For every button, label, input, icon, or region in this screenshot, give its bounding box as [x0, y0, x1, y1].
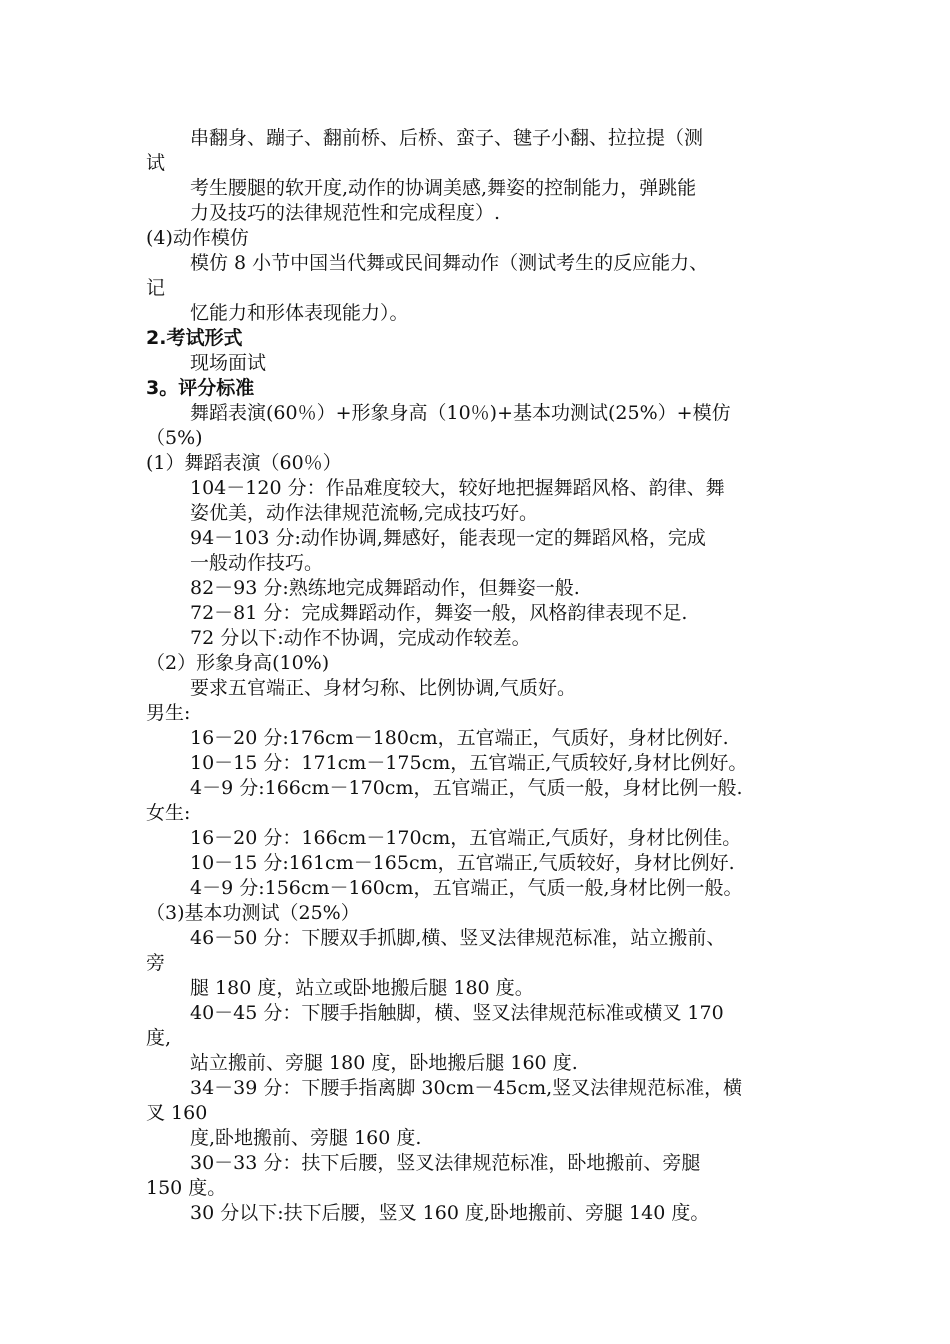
text-line: 度,: [146, 1027, 172, 1049]
text-line: 30－33 分：扶下后腰，竖叉法律规范标准，卧地搬前、旁腿: [190, 1152, 701, 1174]
text-line: 记: [146, 277, 166, 299]
text-line: 姿优美，动作法律规范流畅,完成技巧好。: [190, 502, 539, 524]
section-heading: 2.考试形式: [146, 327, 243, 349]
text-line: 104－120 分：作品难度较大，较好地把握舞蹈风格、韵律、舞: [190, 477, 725, 499]
text-line: 10－15 分：171cm－175cm，五官端正,气质较好,身材比例好。: [190, 752, 748, 774]
text-line: 4－9 分:166cm－170cm，五官端正，气质一般，身材比例一般.: [190, 777, 743, 799]
subsection-heading: (1）舞蹈表演（60％）: [146, 452, 342, 474]
text-line: 舞蹈表演(60％）+形象身高（10％)+基本功测试(25%）+模仿: [190, 402, 731, 424]
section-heading: 3。评分标准: [146, 377, 255, 399]
text-line: 站立搬前、旁腿 180 度，卧地搬后腿 160 度.: [190, 1052, 578, 1074]
text-line: 82－93 分:熟练地完成舞蹈动作，但舞姿一般.: [190, 577, 580, 599]
text-line: 串翻身、蹦子、翻前桥、后桥、蛮子、毽子小翻、拉拉提（测: [190, 127, 704, 149]
text-line: 女生:: [146, 802, 191, 824]
text-line: 16－20 分:176cm－180cm，五官端正，气质好，身材比例好.: [190, 727, 729, 749]
section-heading: (4)动作模仿: [146, 227, 249, 249]
text-line: 男生:: [146, 702, 191, 724]
text-line: 150 度。: [146, 1177, 227, 1199]
text-line: 腿 180 度，站立或卧地搬后腿 180 度。: [190, 977, 534, 999]
text-line: 72－81 分：完成舞蹈动作，舞姿一般，风格韵律表现不足.: [190, 602, 688, 624]
text-line: 72 分以下:动作不协调，完成动作较差。: [190, 627, 531, 649]
text-line: 旁: [146, 952, 166, 974]
text-line: 16－20 分：166cm－170cm，五官端正,气质好，身材比例佳。: [190, 827, 742, 849]
text-line: 度,卧地搬前、旁腿 160 度.: [190, 1127, 422, 1149]
subsection-heading: （3)基本功测试（25%）: [146, 902, 360, 924]
text-line: 一般动作技巧。: [190, 552, 324, 574]
text-line: 叉 160: [146, 1102, 208, 1124]
text-line: （5%): [146, 427, 203, 449]
text-line: 94－103 分:动作协调,舞感好，能表现一定的舞蹈风格，完成: [190, 527, 706, 549]
text-line: 30 分以下:扶下后腰，竖叉 160 度,卧地搬前、旁腿 140 度。: [190, 1202, 710, 1224]
text-line: 忆能力和形体表现能力）。: [190, 302, 409, 324]
text-line: 34－39 分：下腰手指离脚 30cm－45cm,竖叉法律规范标准，横: [190, 1077, 743, 1099]
text-line: 10－15 分:161cm－165cm，五官端正,气质较好，身材比例好.: [190, 852, 735, 874]
text-line: 力及技巧的法律规范性和完成程度）.: [190, 202, 501, 224]
text-line: 考生腰腿的软开度,动作的协调美感,舞姿的控制能力，弹跳能: [190, 177, 697, 199]
text-line: 试: [146, 152, 166, 174]
text-line: 40－45 分：下腰手指触脚，横、竖叉法律规范标准或横叉 170: [190, 1002, 724, 1024]
text-line: 4－9 分:156cm－160cm，五官端正，气质一般,身材比例一般。: [190, 877, 743, 899]
subsection-heading: （2）形象身高(10%): [146, 652, 330, 674]
text-line: 46－50 分：下腰双手抓脚,横、竖叉法律规范标准，站立搬前、: [190, 927, 726, 949]
text-line: 模仿 8 小节中国当代舞或民间舞动作（测试考生的反应能力、: [190, 252, 709, 274]
text-line: 现场面试: [190, 352, 267, 374]
text-line: 要求五官端正、身材匀称、比例协调,气质好。: [190, 677, 577, 699]
